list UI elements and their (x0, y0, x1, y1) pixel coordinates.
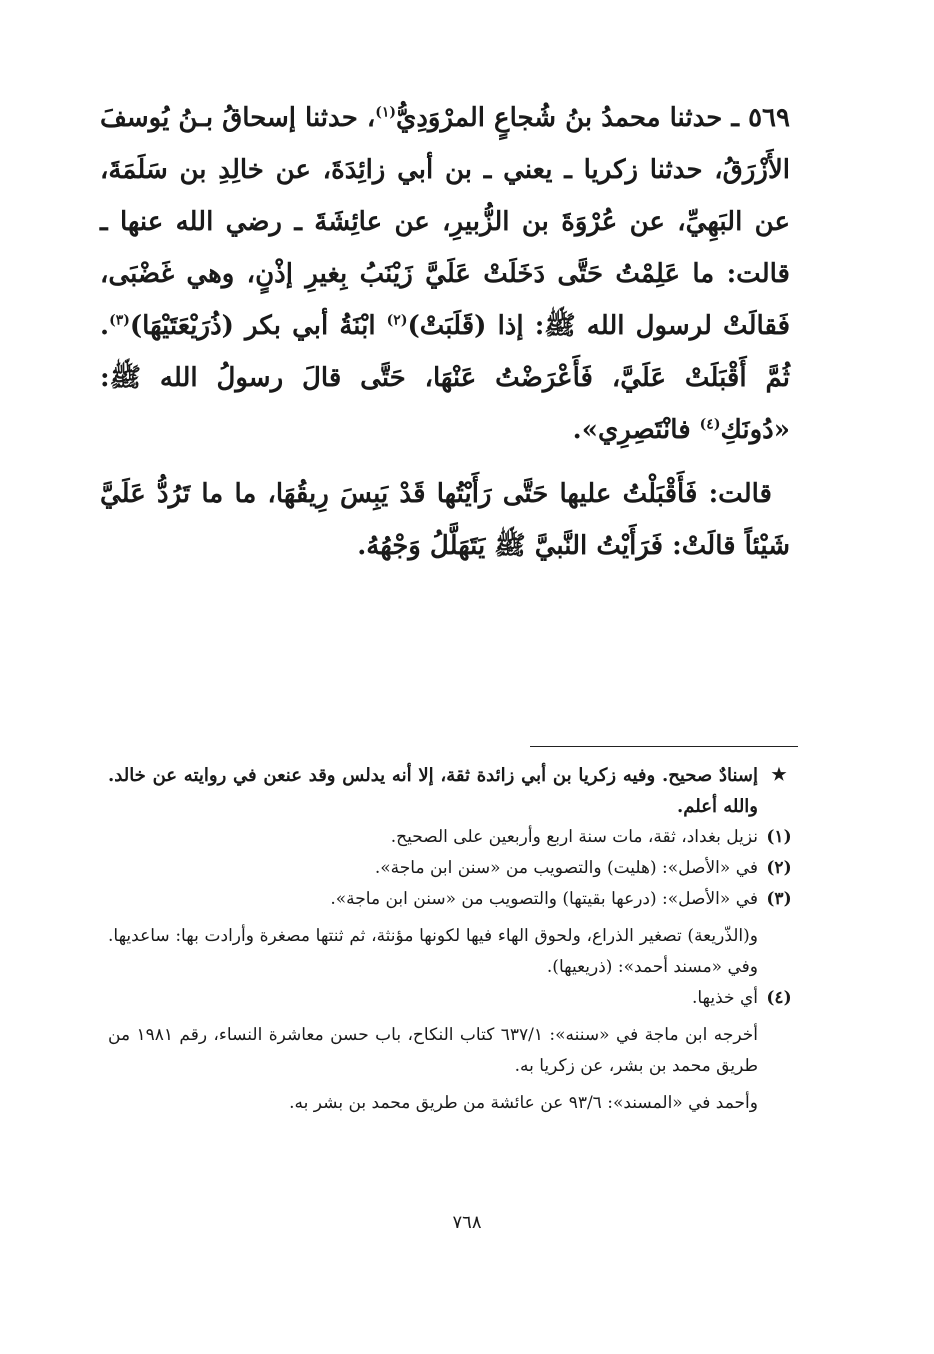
footnotes (108, 760, 800, 1119)
page-number: ٧٦٨ (452, 1212, 482, 1233)
hadith-text-part-e: فانْتَصِرِي». (572, 415, 700, 445)
grading-note (108, 760, 758, 822)
footnote-marker-3: (٣) (766, 889, 792, 909)
takhrij-ibn-majah: أخرجه ابن ماجة في «سننه»: ٦٣٧/١ كتاب النكاح، باب حسن معاشرة النساء، رقم ١٩٨١ من طريق محمد بن بشر، عن زكريا به. (108, 1025, 758, 1076)
hadith-text (100, 92, 790, 572)
grading-text: إسنادٌ صحيح. وفيه زكريا بن أبي زائدة ثقة، إلا أنه يدلس وقد عنعن في روايته عن خالد. والله أعلم. (108, 765, 758, 817)
footnote-star (108, 760, 800, 822)
footnote-2 (108, 853, 800, 884)
hadith-text-part-c: ابْنَةُ أبي بكر (ذُرَيْعَتَيْهَا) (129, 311, 387, 341)
footnote-text-2: في «الأصل»: (هليت) والتصويب من «سنن ابن ماجة». (374, 858, 758, 878)
hadith-paragraph-1 (100, 92, 790, 456)
footnote-marker-1: (١) (766, 827, 792, 847)
footnote-text-1: نزيل بغداد، ثقة، مات سنة اربع وأربعين على الصحيح. (390, 827, 758, 847)
footnote-text-3: في «الأصل»: (درعها بقيتها) والتصويب من «سنن ابن ماجة». (330, 889, 758, 909)
hadith-text-part-b: ، حدثنا إسحاقُ بـنُ يُوسفَ الأَزْرَقُ، حدثنا زكريا ـ يعني ـ بن أبي زائِدَةَ، عن خالِدِ بن سَلَمَةَ، عن البَهِيِّ، عن عُرْوَةَ بن الزُّبيرِ، عن عائِشَةَ ـ رضي الله عنها ـ قالت: ما عَلِمْتُ حَتَّى دَخَلَتْ عَلَيَّ زَيْنَبُ بِغيرِ إذْنٍ، وهي غَضْبَى، فَقالَتْ لرسول الله ﷺ: إذا (قَلَبَتْ) (99, 103, 791, 341)
footnote-4 (108, 983, 800, 1119)
hadith-number: ٥٦٩ (748, 103, 790, 133)
footnote-ref-4: (٤) (699, 416, 721, 433)
footnote-ref-1: (١) (375, 104, 396, 121)
footnote-3 (108, 884, 800, 983)
footnote-separator (530, 746, 798, 747)
footnote-ref-3: (٣) (109, 312, 130, 329)
footnote-marker-2: (٢) (766, 858, 792, 878)
footnote-marker-4: (٤) (766, 988, 792, 1008)
footnote-text-3-extra: و(الذّريعة) تصغير الذراع، ولحوق الهاء فيها لكونها مؤنثة، ثم ثنتها مصغرة وأرادت بها: ساعديها. وفي «مسند أحمد»: (ذريعيها). (108, 926, 758, 977)
hadith-text-part-d: . ثُمَّ أَقْبَلَتْ عَلَيَّ، فَأَعْرَضْتُ عَنْهَا، حَتَّى قالَ رسولُ الله ﷺ: «دُونَكِ (100, 311, 790, 445)
hadith-paragraph-2: قالت: فَأَقْبَلْتُ عليها حَتَّى رَأَيْتُها قَدْ يَبِسَ رِيقُهَا، ما ما تَرُدُّ عَلَيَّ شَيْئاً قالَتْ: فَرَأَيْتُ النَّبيَّ ﷺ يَتَهَلَّلُ وَجْهُهُ. (100, 479, 790, 561)
footnote-1 (108, 822, 800, 853)
hadith-text-part-a: ـ حدثنا محمدُ بنُ شُجاعٍ المرْوَدِيُّ (396, 103, 740, 133)
footnote-ref-2: (٢) (386, 312, 408, 329)
takhrij-ahmad: وأحمد في «المسند»: ٩٣/٦ عن عائشة من طريق محمد بن بشر به. (289, 1093, 758, 1113)
footnote-text-4: أي خذيها. (691, 988, 758, 1008)
star-marker: ★ (771, 765, 787, 785)
